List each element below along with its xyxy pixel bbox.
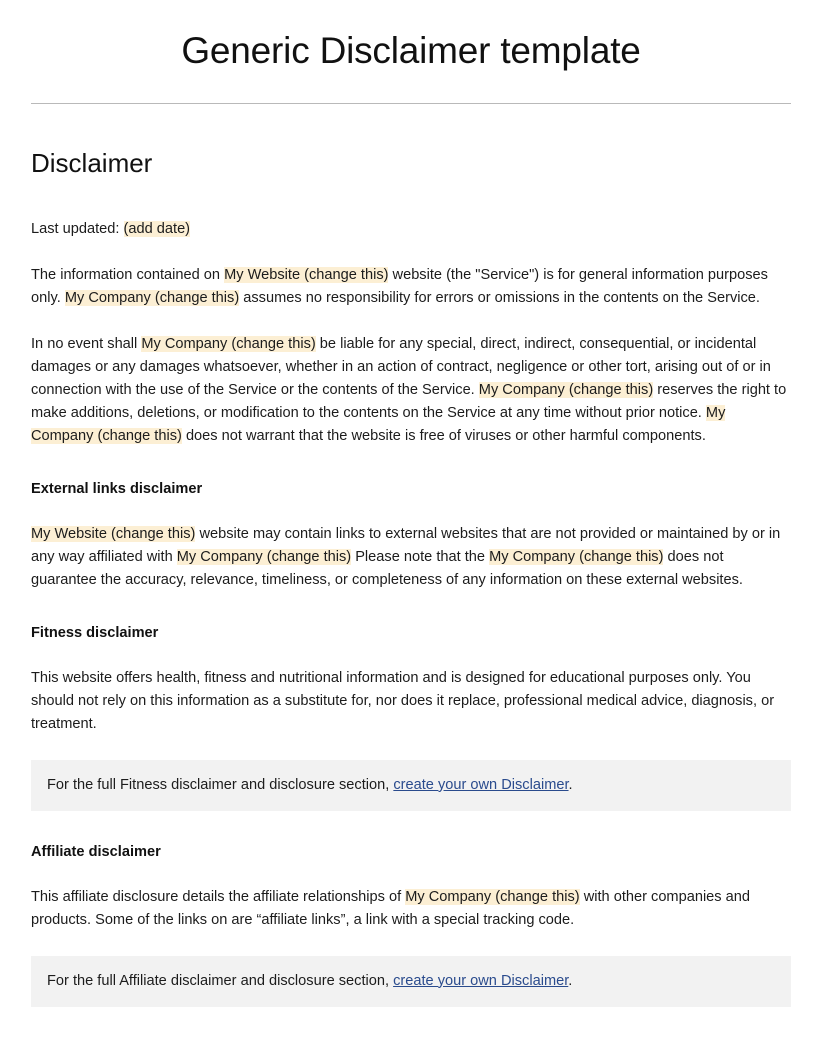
highlight-my-company: My Company (change this) bbox=[176, 548, 352, 565]
callout-fitness bbox=[31, 760, 791, 811]
text-fragment: For the full Fitness disclaimer and disclosure section, bbox=[47, 776, 394, 793]
text-fragment: In no event shall bbox=[31, 335, 142, 352]
section-heading-disclaimer: Disclaimer bbox=[31, 148, 153, 179]
callout-affiliate bbox=[31, 956, 791, 1007]
sub-heading-external-links: External links disclaimer bbox=[31, 480, 203, 497]
text-fragment: website (the "Service") is for general information purposes only. bbox=[31, 266, 768, 306]
text-fragment: This affiliate disclosure details the affiliate relationships of bbox=[31, 888, 406, 905]
callout-affiliate-text bbox=[47, 971, 775, 991]
highlight-my-company: My Company (change this) bbox=[489, 548, 664, 565]
text-fragment: reserves the right to make additions, deletions, or modification to the contents on the Service at any time without prior notice. bbox=[31, 381, 787, 421]
paragraph-affiliate bbox=[31, 864, 791, 932]
highlight-my-company: My Company (change this) bbox=[31, 404, 726, 444]
text-fragment: . bbox=[568, 776, 573, 793]
text-fragment: Please note that the bbox=[351, 548, 490, 565]
last-updated-line bbox=[31, 180, 791, 241]
text-fragment: does not guarantee the accuracy, relevance, timeliness, or completeness of any information on these external websites. bbox=[31, 548, 743, 588]
highlight-my-company: My Company (change this) bbox=[478, 381, 654, 398]
text-fragment: be liable for any special, direct, indirect, consequential, or incidental damages or any damages whatsoever, whether in an action of contract, negligence or other tort, arising out of or in connection with the use of the Service or the contents of the Service. bbox=[31, 335, 771, 398]
sub-heading-fitness: Fitness disclaimer bbox=[31, 624, 159, 641]
callout-fitness-text bbox=[47, 775, 775, 795]
text-fragment: . bbox=[568, 972, 573, 989]
paragraph-liability bbox=[31, 310, 791, 448]
last-updated-label: Last updated: bbox=[31, 220, 124, 237]
text-fragment: For the full Affiliate disclaimer and disclosure section, bbox=[47, 972, 394, 989]
highlight-my-website: My Website (change this) bbox=[31, 525, 196, 542]
text-fragment: website may contain links to external websites that are not provided or maintained by or in any way affiliated with bbox=[31, 525, 781, 565]
paragraph-external-links bbox=[31, 501, 791, 592]
paragraph-general-information bbox=[31, 241, 791, 310]
text-fragment: assumes no responsibility for errors or omissions in the contents on the Service. bbox=[239, 289, 760, 306]
create-your-own-disclaimer-link[interactable]: create your own Disclaimer bbox=[393, 776, 569, 793]
paragraph-fitness: This website offers health, fitness and nutritional information and is designed for educational purposes only. You should not rely on this information as a substitute for, nor does it replace, professional medical advice, diagnosis, or treatment. bbox=[31, 669, 775, 732]
text-fragment: does not warrant that the website is free of viruses or other harmful components. bbox=[181, 427, 706, 444]
sub-heading-affiliate: Affiliate disclaimer bbox=[31, 843, 161, 860]
create-your-own-disclaimer-link[interactable]: create your own Disclaimer bbox=[393, 972, 569, 989]
highlight-my-website: My Website (change this) bbox=[224, 266, 389, 283]
last-updated-value: (add date) bbox=[123, 220, 191, 237]
highlight-my-company: My Company (change this) bbox=[405, 888, 580, 905]
highlight-my-company: My Company (change this) bbox=[141, 335, 316, 352]
page-title: Generic Disclaimer template bbox=[181, 30, 641, 71]
text-fragment: The information contained on bbox=[31, 266, 225, 283]
text-fragment: with other companies and products. Some of the links on are “affiliate links”, a link with a special tracking code. bbox=[31, 888, 750, 928]
highlight-my-company: My Company (change this) bbox=[64, 289, 240, 306]
